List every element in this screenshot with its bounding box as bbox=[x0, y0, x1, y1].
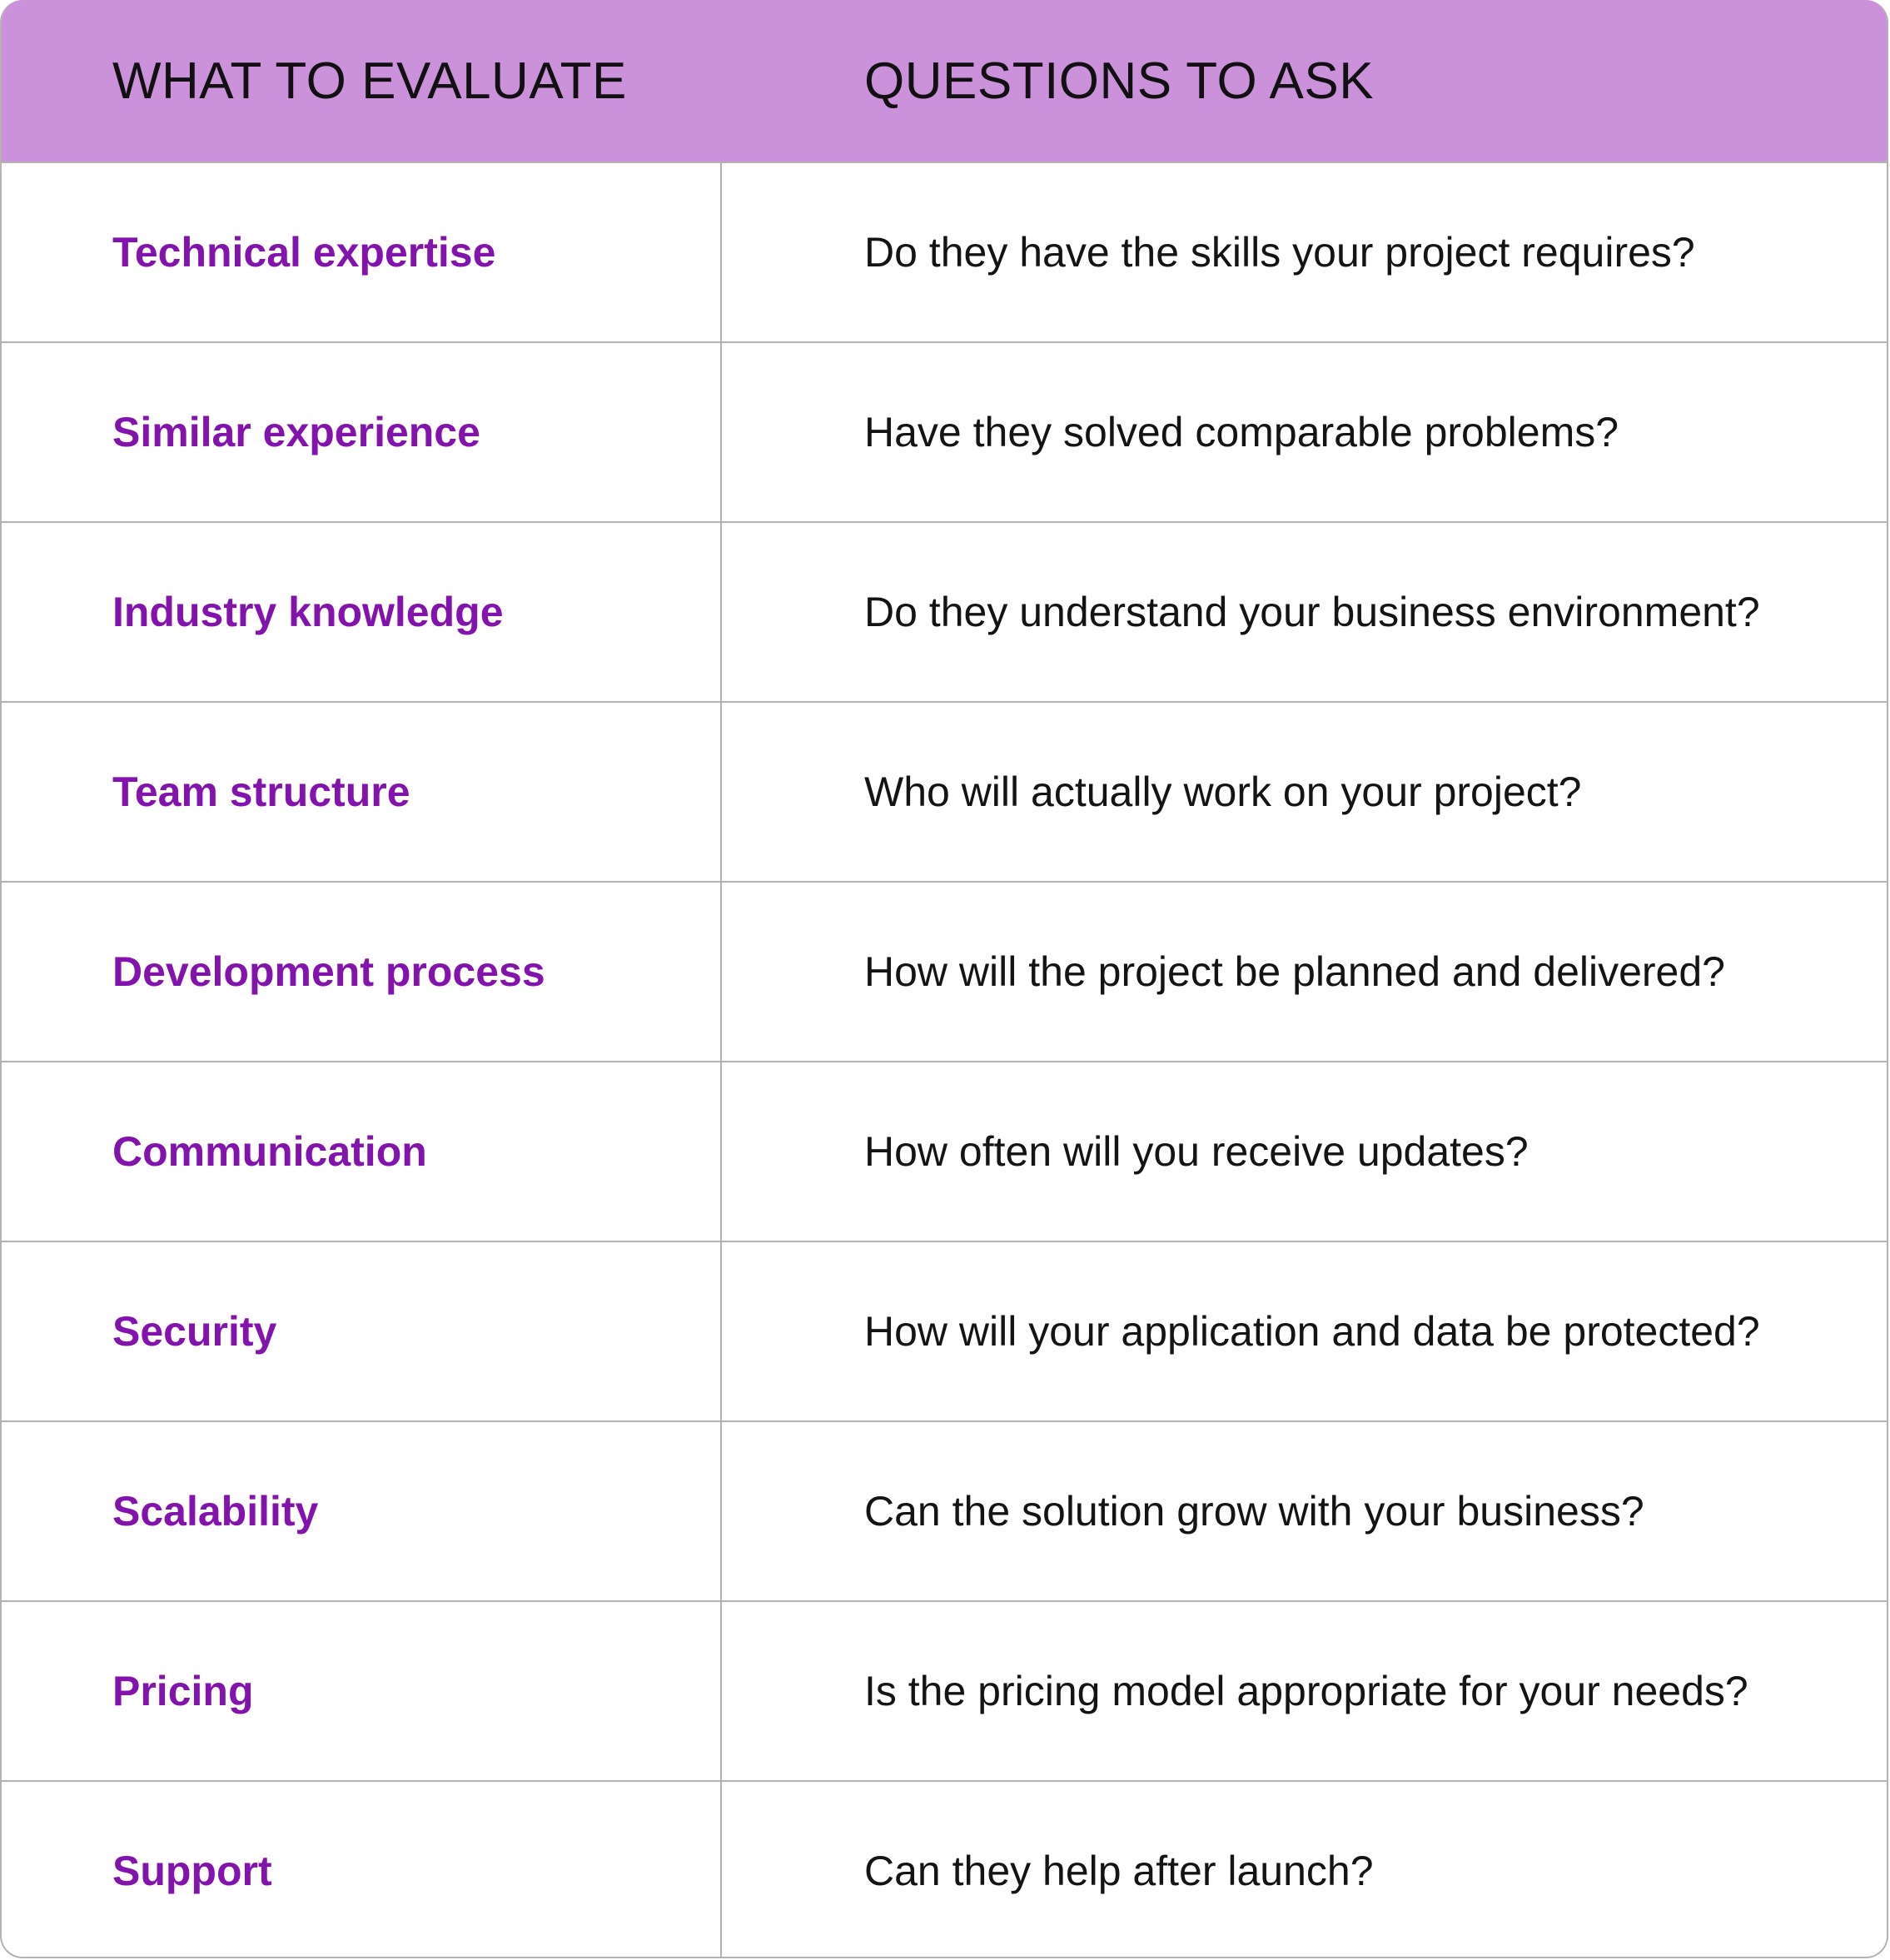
table-row bbox=[2, 163, 1887, 343]
question-cell: Do they understand your business environment? bbox=[864, 589, 1760, 635]
criterion-cell: Security bbox=[2, 1242, 722, 1420]
question-cell: How will your application and data be protected? bbox=[864, 1308, 1760, 1355]
question-cell: Do they have the skills your project requires? bbox=[864, 229, 1695, 276]
criterion-cell: Team structure bbox=[2, 703, 722, 881]
question-cell: Can they help after launch? bbox=[864, 1848, 1374, 1894]
question-cell: Is the pricing model appropriate for your needs? bbox=[864, 1668, 1748, 1714]
criterion-cell: Technical expertise bbox=[2, 163, 722, 341]
criterion-cell: Support bbox=[2, 1782, 722, 1958]
table-header bbox=[2, 0, 1887, 163]
question-cell: Who will actually work on your project? bbox=[864, 769, 1582, 815]
table-row bbox=[2, 883, 1887, 1062]
table-row bbox=[2, 1782, 1887, 1958]
table-row bbox=[2, 1422, 1887, 1602]
table-row bbox=[2, 1242, 1887, 1422]
criterion-cell: Pricing bbox=[2, 1602, 722, 1780]
criterion-cell: Similar experience bbox=[2, 343, 722, 521]
criterion-cell: Scalability bbox=[2, 1422, 722, 1600]
table-body bbox=[2, 163, 1887, 1958]
table-row bbox=[2, 343, 1887, 523]
table-row bbox=[2, 1062, 1887, 1242]
question-cell: Have they solved comparable problems? bbox=[864, 409, 1619, 455]
question-cell: How will the project be planned and delivered? bbox=[864, 948, 1725, 995]
criterion-cell: Communication bbox=[2, 1062, 722, 1241]
question-cell: Can the solution grow with your business? bbox=[864, 1488, 1644, 1535]
table-row bbox=[2, 1602, 1887, 1782]
question-cell: How often will you receive updates? bbox=[864, 1128, 1529, 1175]
column-header-what-to-evaluate: WHAT TO EVALUATE bbox=[112, 52, 627, 110]
criterion-cell: Industry knowledge bbox=[2, 523, 722, 701]
column-header-questions-to-ask: QUESTIONS TO ASK bbox=[864, 52, 1375, 110]
table-row bbox=[2, 523, 1887, 703]
table-row bbox=[2, 703, 1887, 883]
criterion-cell: Development process bbox=[2, 883, 722, 1061]
